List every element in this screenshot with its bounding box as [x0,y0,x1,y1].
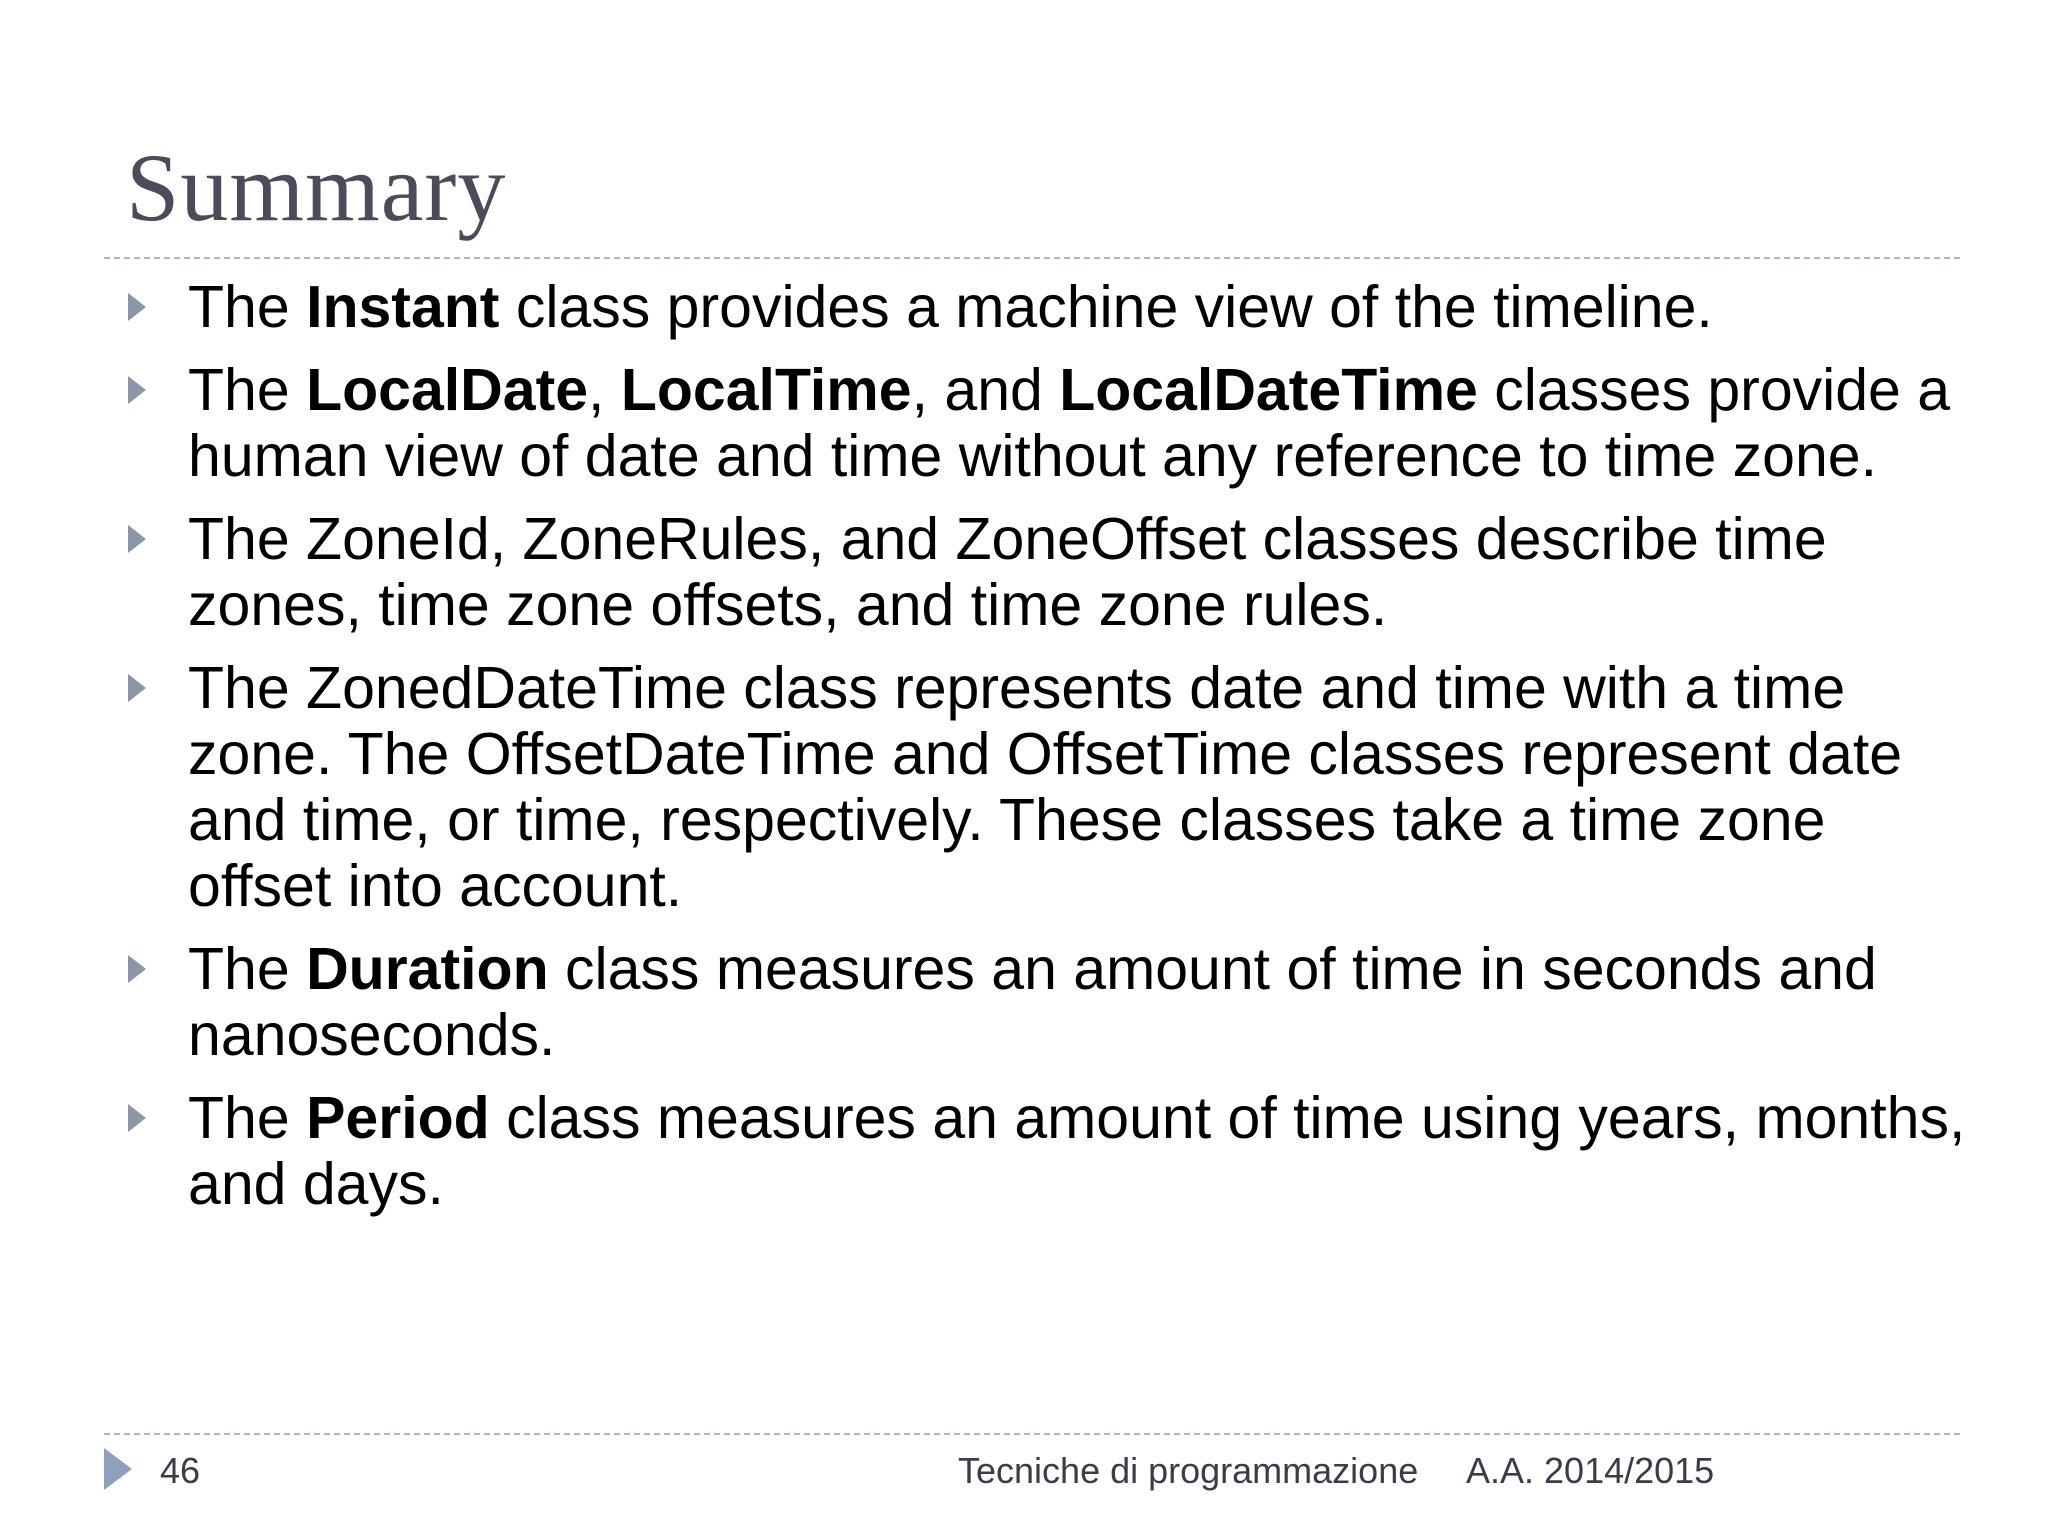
bullet-text: The [188,936,307,1002]
bullet-keyword: Instant [306,274,500,340]
footer-arrow-icon [104,1448,132,1490]
bullet-arrow-icon [128,1104,146,1132]
bullet-text: The [188,357,307,423]
bullet-text: The ZoneId, ZoneRules, and ZoneOffset classes describe time zones, time zone offsets, and time zone rules. [188,506,1827,638]
bullet-keyword: LocalDateTime [1059,357,1478,423]
bullet-text: classes provide a human view of date and time without any reference to time zone. [188,357,1951,489]
bullet-arrow-icon [128,525,146,553]
bullet-text: class measures an amount of time using years, months, and days. [188,1085,1966,1217]
course-name: Tecniche di programmazione [958,1450,1419,1491]
title-divider [104,257,1960,259]
bullet-text: class measures an amount of time in seconds and nanoseconds. [188,936,1877,1068]
bullet-text: The [188,274,307,340]
bullet-arrow-icon [128,293,146,321]
bullet-keyword: LocalTime [620,357,912,423]
bullet-keyword: Duration [306,936,549,1002]
bullet-item [128,357,1968,489]
bullet-arrow-icon [128,674,146,702]
bullet-item [128,1085,1968,1217]
bullet-arrow-icon [128,955,146,983]
bullet-text: The [188,1085,307,1151]
academic-year: A.A. 2014/2015 [1466,1450,1715,1491]
bullet-keyword: Period [306,1085,490,1151]
bullet-item [128,274,1968,340]
bullet-item [128,506,1968,638]
bullet-item [128,655,1968,919]
bullet-arrow-icon [128,376,146,404]
bullet-text: , [588,357,621,423]
page-number: 46 [160,1450,201,1491]
bullet-item [128,936,1968,1068]
bullet-keyword: LocalDate [306,357,589,423]
bullet-text: The ZonedDateTime class represents date and time with a time zone. The OffsetDateTime and OffsetTime classes represent date and time, or time, respectively. These classes take a time zone offset into account. [188,655,1903,919]
footer-divider [104,1433,1960,1435]
bullet-text: , and [911,357,1060,423]
bullet-text: class provides a machine view of the timeline. [499,274,1713,340]
bullet-list [128,274,1968,1234]
slide-title: Summary [126,134,507,241]
